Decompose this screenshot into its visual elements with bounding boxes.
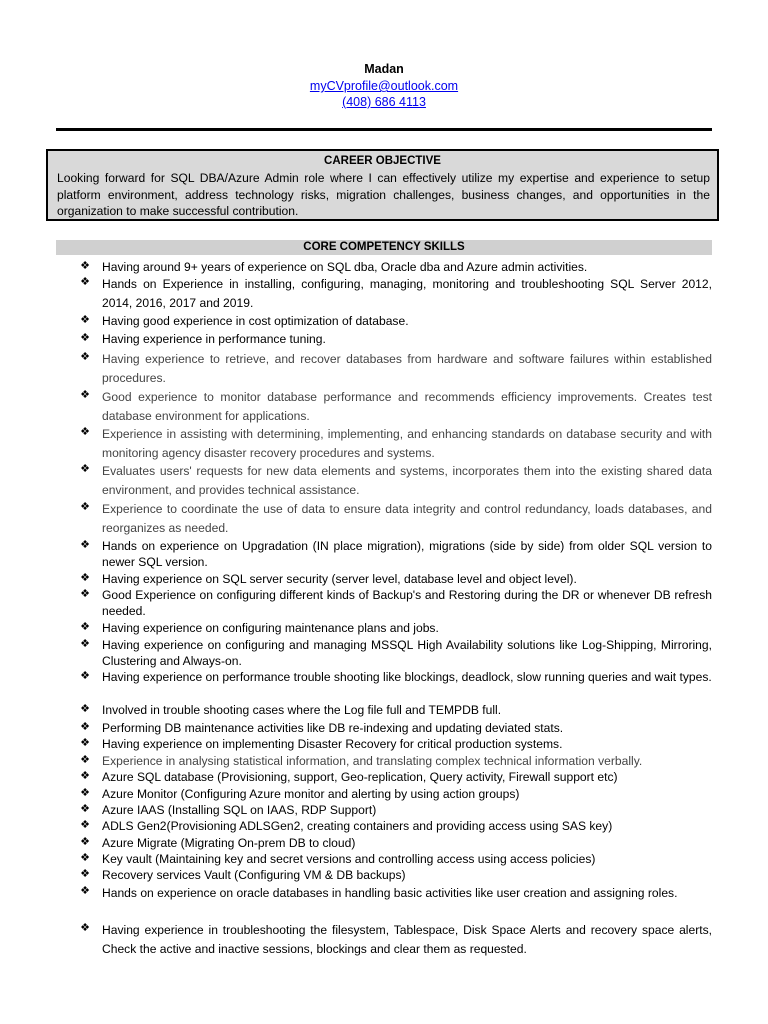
skill-text: Performing DB maintenance activities like DB re-indexing and updating deviated stats. [102,721,564,735]
diamond-bullet-icon: ❖ [80,426,90,438]
diamond-bullet-icon: ❖ [80,670,90,682]
skill-text: Having around 9+ years of experience on SQL dba, Oracle dba and Azure admin activities. [102,260,588,274]
diamond-bullet-icon: ❖ [80,721,90,733]
skill-text: Azure Monitor (Configuring Azure monitor and alerting by using action groups) [102,787,520,801]
diamond-bullet-icon: ❖ [80,332,90,344]
skill-text: Good Experience on configuring different kinds of Backup's and Restoring during the DR or whenever DB refresh needed. [102,588,712,618]
skill-text: Having experience in troubleshooting the filesystem, Tablespace, Disk Space Alerts and recovery space alerts, Check the active and inactive sessions, blockings and clear them as requested. [102,923,712,956]
skill-text: Having experience on implementing Disaster Recovery for critical production systems. [102,737,563,751]
skill-text: Evaluates users' requests for new data elements and systems, incorporates them into the existing shared data environment, and provides technical assistance. [102,464,712,497]
skill-text: Having experience on SQL server security (server level, database level and object level). [102,572,577,586]
diamond-bullet-icon: ❖ [80,770,90,782]
diamond-bullet-icon: ❖ [80,819,90,831]
diamond-bullet-icon: ❖ [80,463,90,475]
skill-text: Having experience on configuring and managing MSSQL High Availability solutions like Log-Shipping, Mirroring, Clustering and Always-on. [102,638,712,668]
diamond-bullet-icon: ❖ [80,852,90,864]
diamond-bullet-icon: ❖ [80,260,90,272]
skill-text: Key vault (Maintaining key and secret versions and controlling access using access policies) [102,852,596,866]
diamond-bullet-icon: ❖ [80,351,90,363]
skill-text: Having experience in performance tuning. [102,332,326,346]
skill-text: Experience in assisting with determining, implementing, and enhancing standards on database security and with monitoring agency disaster recovery procedures and systems. [102,427,712,460]
skill-text: Having experience on configuring maintenance plans and jobs. [102,621,439,635]
skill-text: Involved in trouble shooting cases where the Log file full and TEMPDB full. [102,703,502,717]
skill-text: Having good experience in cost optimization of database. [102,314,409,328]
diamond-bullet-icon: ❖ [80,787,90,799]
skill-text: Hands on experience on Upgradation (IN place migration), migrations (side by side) from older SQL version to newer SQL version. [102,539,712,569]
email-line [0,79,768,93]
diamond-bullet-icon: ❖ [80,836,90,848]
skill-text: Experience to coordinate the use of data to ensure data integrity and control redundancy, loads databases, and reorganizes as needed. [102,502,712,535]
phone-line [0,95,768,109]
diamond-bullet-icon: ❖ [80,754,90,766]
skill-text: Hands on experience on oracle databases in handling basic activities like user creation and assigning roles. [102,886,678,900]
diamond-bullet-icon: ❖ [80,314,90,326]
email-link[interactable]: myCVprofile@outlook.com [309,79,459,93]
skill-text: Experience in analysing statistical information, and translating complex technical information verbally. [102,754,643,768]
phone-link[interactable]: (408) 686 4113 [342,95,426,109]
career-objective-text: Looking forward for SQL DBA/Azure Admin role where I can effectively utilize my expertise and experience to setup platform environment, address technology risks, migration challenges, business changes, and opportunities in the organization to make successful contribution. [57,171,710,219]
skill-text: Having experience on performance trouble shooting like blockings, deadlock, slow running queries and wait types. [102,670,712,684]
header-divider [56,128,712,131]
skill-text: Recovery services Vault (Configuring VM & DB backups) [102,868,406,882]
skill-text: Having experience to retrieve, and recover databases from hardware and software failures within established procedures. [102,352,712,385]
diamond-bullet-icon: ❖ [80,803,90,815]
career-objective-title: CAREER OBJECTIVE [324,155,441,167]
diamond-bullet-icon: ❖ [80,389,90,401]
diamond-bullet-icon: ❖ [80,588,90,600]
diamond-bullet-icon: ❖ [80,539,90,551]
skill-text: Azure Migrate (Migrating On-prem DB to cloud) [102,836,356,850]
diamond-bullet-icon: ❖ [80,501,90,513]
skill-text: Hands on Experience in installing, configuring, managing, monitoring and troubleshooting SQL Server 2012, 2014, 2016, 2017 and 2019. [102,277,712,310]
diamond-bullet-icon: ❖ [80,703,90,715]
skill-text: Good experience to monitor database performance and recommends efficiency improvements. Creates test database environment for applications. [102,390,712,423]
diamond-bullet-icon: ❖ [80,737,90,749]
diamond-bullet-icon: ❖ [80,868,90,880]
diamond-bullet-icon: ❖ [80,885,90,897]
diamond-bullet-icon: ❖ [80,621,90,633]
diamond-bullet-icon: ❖ [80,638,90,650]
skill-text: ADLS Gen2(Provisioning ADLSGen2, creating containers and providing access using SAS key) [102,819,613,833]
skill-text: Azure IAAS (Installing SQL on IAAS, RDP Support) [102,803,377,817]
diamond-bullet-icon: ❖ [80,922,90,934]
core-skills-title: CORE COMPETENCY SKILLS [56,240,712,255]
diamond-bullet-icon: ❖ [80,276,90,288]
diamond-bullet-icon: ❖ [80,572,90,584]
skill-text: Azure SQL database (Provisioning, support, Geo-replication, Query activity, Firewall support etc) [102,770,618,784]
career-objective-box [46,149,719,221]
candidate-name: Madan [364,62,404,76]
